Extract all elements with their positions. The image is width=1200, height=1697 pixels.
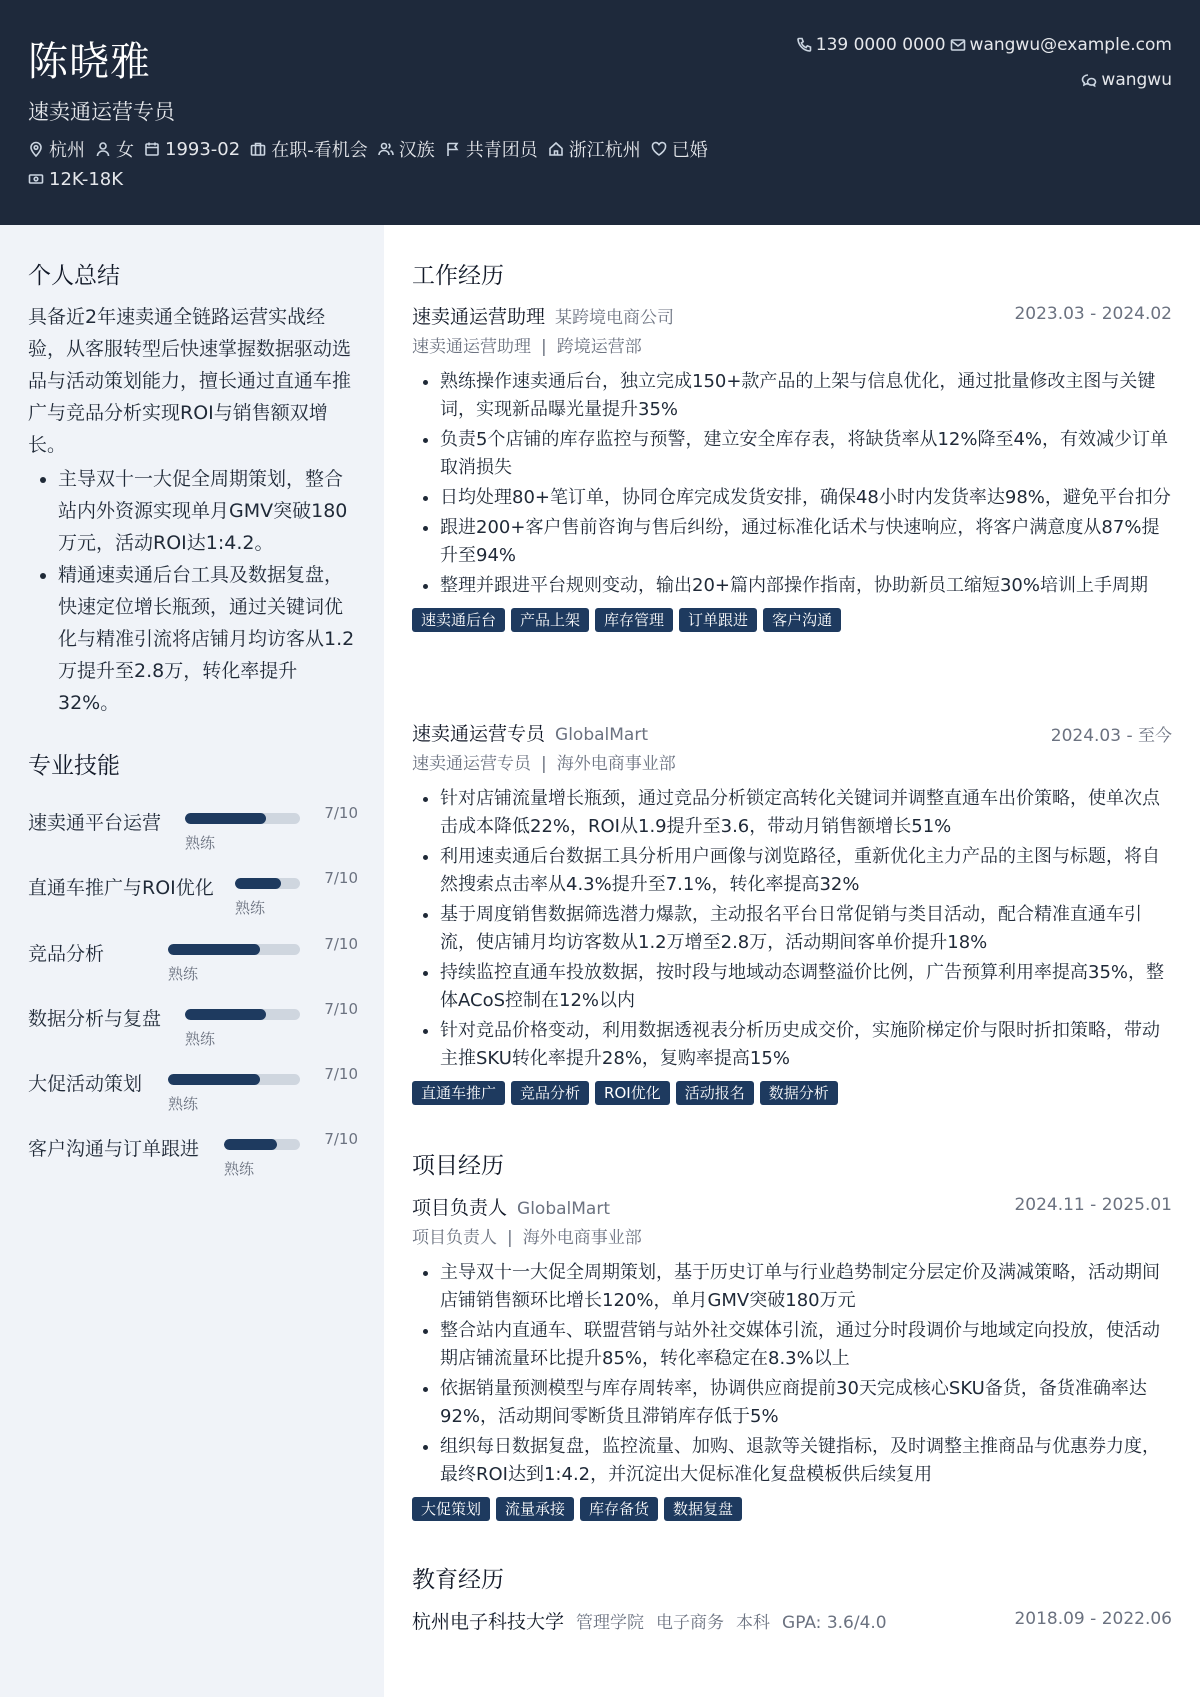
project-department: 海外电商事业部	[522, 1228, 642, 1248]
job-entry	[412, 719, 1172, 1105]
skill-tag: 客户沟通	[763, 608, 841, 632]
job-department: 跨境运营部	[556, 337, 642, 357]
location-icon	[28, 141, 44, 157]
school-name: 杭州电子科技大学	[412, 1611, 565, 1633]
skill-bar-fill	[168, 1074, 260, 1085]
skill-level: 熟练	[235, 899, 266, 917]
candidate-name: 陈晓雅	[28, 39, 151, 85]
skill-name: 客户沟通与订单跟进	[28, 1138, 200, 1160]
job-role: 速卖通运营专员	[412, 723, 546, 745]
skill-bar	[185, 813, 300, 824]
skill-score: 7/10	[324, 935, 358, 953]
project-role: 项目负责人	[412, 1197, 508, 1219]
job-date: 2024.03 - 至今	[1050, 726, 1172, 746]
home-icon	[548, 141, 564, 157]
skill-level: 熟练	[224, 1160, 255, 1178]
skill-name: 竞品分析	[28, 943, 105, 965]
summary-section	[28, 301, 358, 719]
education-date: 2018.09 - 2022.06	[1014, 1609, 1172, 1629]
job-tags	[412, 1081, 1172, 1105]
briefcase-icon	[250, 141, 266, 157]
job-bullets	[412, 368, 1172, 600]
skill-item	[28, 929, 358, 983]
calendar-icon	[144, 141, 160, 157]
skills-title: 专业技能	[28, 753, 120, 779]
skill-tag: 速卖通后台	[412, 608, 505, 632]
summary-title: 个人总结	[28, 263, 120, 289]
skill-item	[28, 994, 358, 1048]
education-entry	[412, 1607, 1172, 1637]
meta-marital: 已婚	[651, 138, 708, 160]
project-date: 2024.11 - 2025.01	[1014, 1195, 1172, 1215]
skill-item	[28, 1124, 358, 1178]
skill-score: 7/10	[324, 1000, 358, 1018]
summary-bullet: • 精通速卖通后台工具及数据复盘，快速定位增长瓶颈，通过关键词优化与精准引流将店铺月均访客从1.2万提升至2.8万，转化率提升32%。	[58, 559, 358, 719]
project-bullet: • 依据销量预测模型与库存周转率，协调供应商提前30天完成核心SKU备货，备货准确率达92%，活动期间零断货且滞销库存低于5%	[440, 1375, 1172, 1431]
project-subline: 项目负责人 | 海外电商事业部	[412, 1228, 642, 1248]
meta-political: 共青团员	[445, 138, 538, 160]
skill-bar-fill	[185, 1009, 266, 1020]
skill-tag: 数据分析	[760, 1081, 838, 1105]
college: 管理学院	[576, 1613, 645, 1633]
skill-score: 7/10	[324, 804, 358, 822]
wechat-icon	[1081, 72, 1097, 88]
money-icon	[28, 171, 44, 187]
skill-tag: ROI优化	[595, 1081, 670, 1105]
job-bullets	[412, 785, 1172, 1073]
project-bullet: • 组织每日数据复盘，监控流量、加购、退款等关键指标，及时调整主推商品与优惠券力度，最终ROI达到1:4.2，并沉淀出大促标准化复盘模板供后续复用	[440, 1433, 1172, 1489]
project-bullet: • 整合站内直通车、联盟营销与站外社交媒体引流，通过分时段调价与地域定向投放，使活动期店铺流量环比提升85%，转化率稳定在8.3%以上	[440, 1317, 1172, 1373]
skill-item	[28, 863, 358, 917]
job-bullet: • 整理并跟进平台规则变动，输出20+篇内部操作指南，协助新员工缩短30%培训上手周期	[440, 572, 1172, 600]
job-bullet: • 针对竞品价格变动，利用数据透视表分析历史成交价，实施阶梯定价与限时折扣策略，带动主推SKU转化率提升28%，复购率提高15%	[440, 1017, 1172, 1073]
skill-tag: 流量承接	[496, 1497, 574, 1521]
major: 电子商务	[656, 1613, 725, 1633]
candidate-title: 速卖通运营专员	[28, 100, 175, 124]
skill-name: 数据分析与复盘	[28, 1008, 162, 1030]
skill-tag: 产品上架	[511, 608, 589, 632]
skill-bar-fill	[224, 1139, 277, 1150]
skill-bar-fill	[235, 878, 281, 889]
flag-icon	[445, 141, 461, 157]
job-company: 某跨境电商公司	[555, 308, 675, 328]
project-tags	[412, 1497, 1172, 1521]
project-bullet: • 主导双十一大促全周期策划，基于历史订单与行业趋势制定分层定价及满减策略，活动期间店铺销售额环比增长120%，单月GMV突破180万元	[440, 1259, 1172, 1315]
skill-bar	[224, 1139, 300, 1150]
education-title: 教育经历	[412, 1567, 504, 1593]
wechat-id[interactable]: wangwu	[1101, 70, 1172, 90]
skill-tag: 库存备货	[580, 1497, 658, 1521]
meta-ethnicity: 汉族	[378, 138, 435, 160]
skill-bar	[235, 878, 300, 889]
job-bullet: • 持续监控直通车投放数据，按时段与地域动态调整溢价比例，广告预算利用率提高35%，整体ACoS控制在12%以内	[440, 959, 1172, 1015]
gpa: GPA: 3.6/4.0	[782, 1613, 887, 1633]
job-bullet: • 熟练操作速卖通后台，独立完成150+款产品的上架与信息优化，通过批量修改主图与关键词，实现新品曝光量提升35%	[440, 368, 1172, 424]
sidebar	[0, 225, 384, 1697]
meta-birth: 1993-02	[144, 138, 240, 160]
skill-name: 速卖通平台运营	[28, 812, 162, 834]
main-content	[384, 225, 1200, 1697]
job-bullet: • 跟进200+客户售前咨询与售后纠纷，通过标准化话术与快速响应，将客户满意度从87%提升至94%	[440, 514, 1172, 570]
job-tags	[412, 608, 1172, 632]
skill-bar	[168, 944, 300, 955]
personal-info	[28, 138, 788, 190]
job-department: 海外电商事业部	[556, 754, 676, 774]
skill-tag: 活动报名	[676, 1081, 754, 1105]
skill-tag: 竞品分析	[511, 1081, 589, 1105]
contact-info	[792, 34, 1172, 104]
meta-location: 杭州	[28, 138, 85, 160]
skill-tag: 大促策划	[412, 1497, 490, 1521]
meta-salary: 12K-18K	[28, 168, 123, 190]
skill-tag: 数据复盘	[664, 1497, 742, 1521]
skill-item	[28, 1059, 358, 1113]
skill-score: 7/10	[324, 1065, 358, 1083]
work-title: 工作经历	[412, 263, 504, 289]
phone-icon	[796, 37, 812, 53]
projects-title: 项目经历	[412, 1153, 504, 1179]
job-bullet: • 利用速卖通后台数据工具分析用户画像与浏览路径，重新优化主力产品的主图与标题，将自然搜索点击率从4.3%提升至7.1%，转化率提高32%	[440, 843, 1172, 899]
job-bullet: • 针对店铺流量增长瓶颈，通过竞品分析锁定高转化关键词并调整直通车出价策略，使单次点击成本降低22%，ROI从1.9提升至3.6，带动月销售额增长51%	[440, 785, 1172, 841]
job-entry	[412, 302, 1172, 632]
skill-bar	[185, 1009, 300, 1020]
project-bullets	[412, 1259, 1172, 1489]
skill-score: 7/10	[324, 1130, 358, 1148]
summary-bullet: • 主导双十一大促全周期策划，整合站内外资源实现单月GMV突破180万元，活动ROI达1:4.2。	[58, 463, 358, 559]
skill-name: 大促活动策划	[28, 1073, 143, 1095]
people-icon	[378, 141, 394, 157]
user-icon	[95, 141, 111, 157]
skill-name: 直通车推广与ROI优化	[28, 877, 214, 899]
skill-level: 熟练	[168, 1095, 199, 1113]
degree: 本科	[736, 1613, 771, 1633]
job-company: GlobalMart	[555, 725, 648, 745]
skill-level: 熟练	[185, 1030, 216, 1048]
skill-tag: 直通车推广	[412, 1081, 505, 1105]
skill-bar-fill	[185, 813, 266, 824]
summary-list	[28, 463, 358, 719]
skill-level: 熟练	[168, 965, 199, 983]
skill-bar	[168, 1074, 300, 1085]
phone-number[interactable]: 139 0000 0000	[815, 35, 946, 55]
job-subline: 速卖通运营专员 | 海外电商事业部	[412, 754, 676, 774]
job-date: 2023.03 - 2024.02	[1014, 304, 1172, 324]
skill-item	[28, 798, 358, 852]
meta-status: 在职-看机会	[250, 138, 368, 160]
skill-level: 熟练	[185, 834, 216, 852]
resume-header	[0, 0, 1200, 225]
job-subline: 速卖通运营助理 | 跨境运营部	[412, 337, 642, 357]
skill-tag: 订单跟进	[679, 608, 757, 632]
project-company: GlobalMart	[517, 1199, 610, 1219]
summary-text: 具备近2年速卖通全链路运营实战经验，从客服转型后快速掌握数据驱动选品与活动策划能力，擅长通过直通车推广与竞品分析实现ROI与销售额双增长。	[28, 306, 352, 456]
skill-bar-fill	[168, 944, 260, 955]
skill-score: 7/10	[324, 869, 358, 887]
job-bullet: • 日均处理80+笔订单，协同仓库完成发货安排，确保48小时内发货率达98%，避免平台扣分	[440, 484, 1172, 512]
job-bullet: • 负责5个店铺的库存监控与预警，建立安全库存表，将缺货率从12%降至4%，有效减少订单取消损失	[440, 426, 1172, 482]
mail-icon	[950, 37, 966, 53]
job-bullet: • 基于周度销售数据筛选潜力爆款，主动报名平台日常促销与类目活动，配合精准直通车引流，使店铺月均访客数从1.2万增至2.8万，活动期间客单价提升18%	[440, 901, 1172, 957]
heart-icon	[651, 141, 667, 157]
meta-gender: 女	[95, 138, 134, 160]
job-role: 速卖通运营助理	[412, 306, 546, 328]
email-address[interactable]: wangwu@example.com	[969, 35, 1172, 55]
project-entry	[412, 1193, 1172, 1521]
meta-hometown: 浙江杭州	[548, 138, 641, 160]
skill-tag: 库存管理	[595, 608, 673, 632]
